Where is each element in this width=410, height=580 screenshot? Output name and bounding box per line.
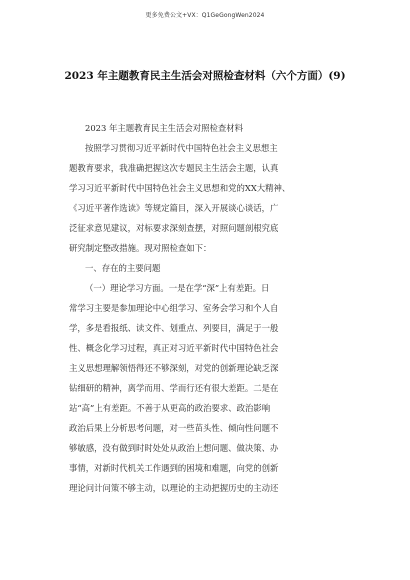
body-line: 理论问计问策不够主动，以理论的主动把握历史的主动还: [69, 483, 279, 493]
body-line: 泛征求意见建议，对标要求深刻查摆，对照问题剖根究底: [69, 223, 279, 233]
body-line: 够敏感，没有做到时时处处从政治上想问题、做决策、办: [69, 443, 279, 453]
body-line: 学，多是看报纸、读文件、划重点、列要目，满足于一般: [69, 323, 279, 333]
body-line: （一）理论学习方面。一是在学“深”上有差距。日: [85, 283, 270, 293]
body-line: 研究制定整改措施。现对照检查如下：: [69, 243, 212, 253]
document-subtitle: 2023 年主题教育民主生活会对照检查材料: [85, 123, 243, 133]
body-line: 性、概念化学习过程，真正对习近平新时代中国特色社会: [69, 343, 279, 353]
document-body: [69, 118, 369, 498]
body-line: 站“高”上有差距。不善于从更高的政治要求、政治影响: [69, 403, 271, 413]
body-line: 题教育要求，我准确把握这次专题民主生活会主题，认真: [69, 163, 279, 173]
body-line: 钻细研的精神，离学而用、学而行还有很大差距。二是在: [69, 383, 279, 393]
body-line: 《习近平著作选读》等规定篇目，深入开展谈心谈话，广: [69, 203, 279, 213]
body-line: 学习习近平新时代中国特色社会主义思想和党的XX大精神、: [69, 183, 291, 193]
document-title: 2023 年主题教育民主生活会对照检查材料（六个方面）(9): [64, 70, 346, 82]
body-line: 按照学习贯彻习近平新时代中国特色社会主义思想主: [85, 143, 278, 153]
section-heading: 一、存在的主要问题: [85, 263, 161, 273]
header-note: 更多免费公文+VX：Q1GeGongWen2024: [145, 12, 265, 19]
body-line: 主义思想理解领悟得还不够深刻，对党的创新理论缺乏深: [69, 363, 279, 373]
body-line: 政治后果上分析思考问题，对一些苗头性、倾向性问题不: [69, 423, 279, 433]
body-line: 常学习主要是参加理论中心组学习、室务会学习和个人自: [69, 303, 279, 313]
body-line: 事情，对新时代机关工作遇到的困境和难题，向党的创新: [69, 463, 279, 473]
